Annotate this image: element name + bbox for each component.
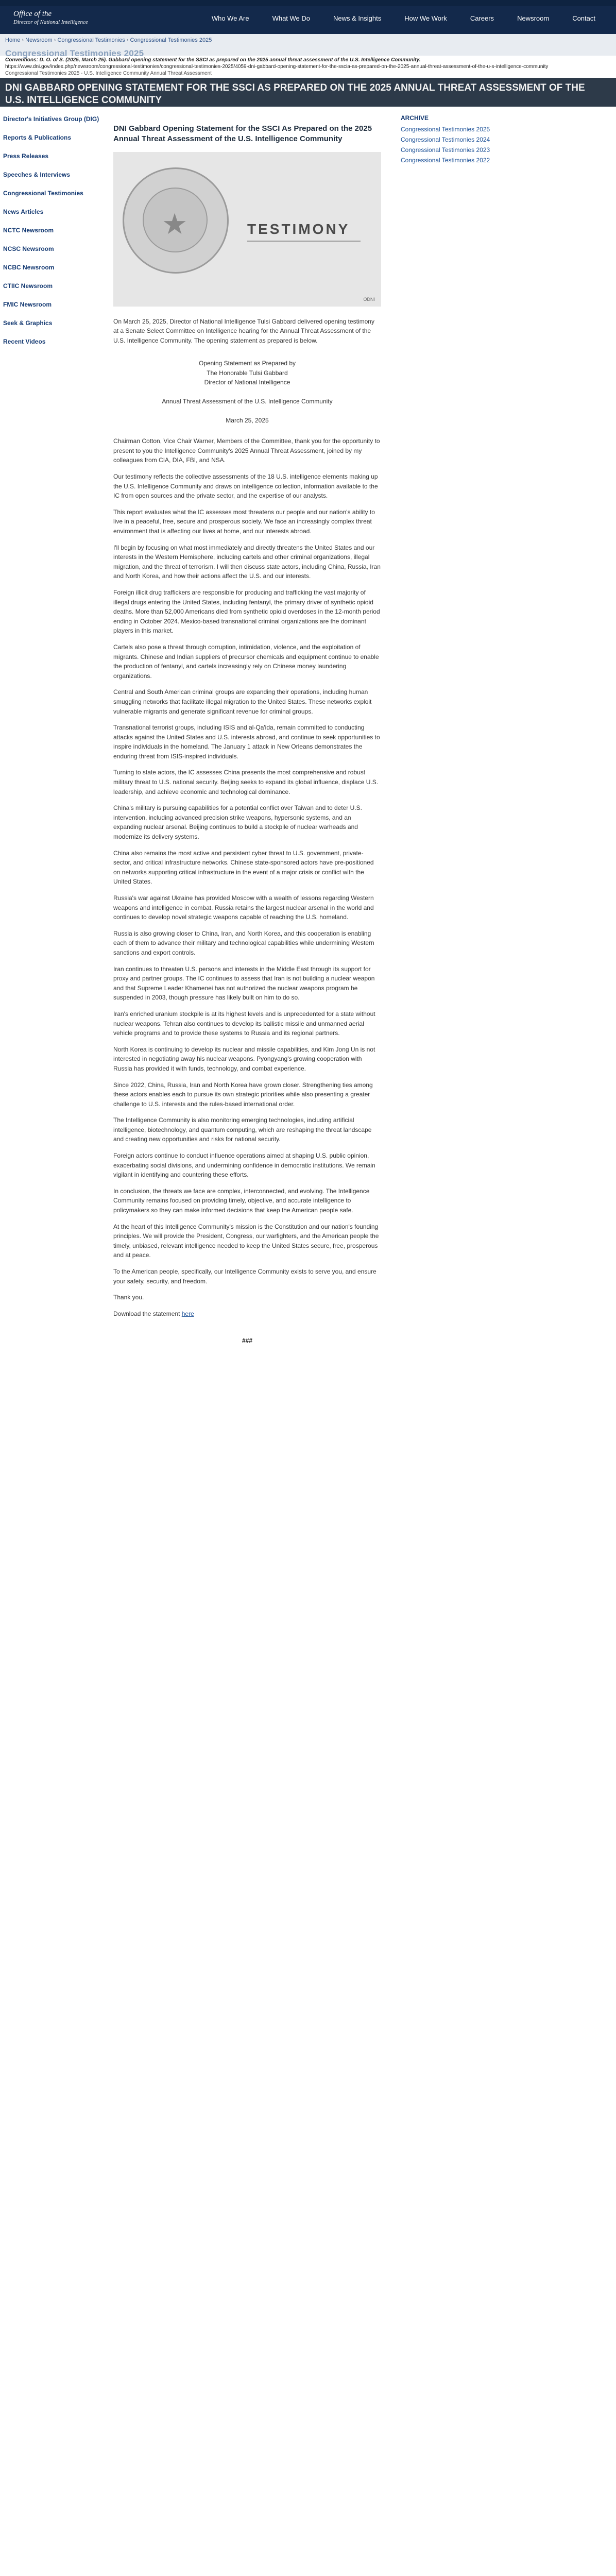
paragraph: Transnational terrorist groups, including ISIS and al-Qa'ida, remain committed to conducting attacks against the United States and U.S. interests abroad, and continue to seek opportunities to inspire individuals in the homeland. The January 1 attack in New Orleans demonstrates the enduring threat from ISIS-inspired individuals.: [113, 724, 380, 760]
nav-what-we-do[interactable]: What We Do: [272, 14, 311, 22]
breadcrumb: Home › Newsroom › Congressional Testimonies › Congressional Testimonies 2025: [5, 37, 212, 43]
headline-banner: [0, 78, 616, 107]
citation-line: Conventions: D. O. of S. (2025, March 25). Gabbard opening statement for the SSCI as prepared on the 2025 annual threat assessment of the U.S. Intelligence Community.: [5, 57, 421, 63]
nav-who-we-are[interactable]: Who We Are: [211, 14, 249, 22]
paragraph: In conclusion, the threats we face are complex, interconnected, and evolving. The Intelligence Community remains focused on providing timely, objective, and accurate intelligence to policymakers so they can make informed decisions that keep the American people safe.: [113, 1187, 370, 1214]
breadcrumb-testimonies-2025[interactable]: Congressional Testimonies 2025: [130, 37, 212, 43]
paragraph: To the American people, specifically, our Intelligence Community exists to serve you, and ensure your safety, security, and freedom.: [113, 1268, 377, 1285]
breadcrumb-newsroom[interactable]: Newsroom: [25, 37, 53, 43]
hearing-date: March 25, 2025: [226, 416, 269, 424]
archive-sidebar: [401, 114, 535, 167]
site-header: [0, 6, 616, 34]
logo-line2: Director of National Intelligence: [13, 19, 88, 25]
nav-how-we-work[interactable]: How We Work: [404, 14, 447, 22]
end-mark: ###: [242, 1337, 253, 1345]
sidebar-item-ncbc[interactable]: NCBC Newsroom: [3, 264, 55, 271]
paragraph: At the heart of this Intelligence Community's mission is the Constitution and our nation's founding principles. We will provide the President, Congress, our warfighters, and the American people the timely, unbiased, relevant intelligence needed to keep the United States secure, free, prosperous and at peace.: [113, 1223, 379, 1259]
paragraph: Russia's war against Ukraine has provided Moscow with a wealth of lessons regarding Western weapons and intelligence in combat. Russia retains the largest nuclear arsenal in the world and continues to develop novel strategic weapons capable of reaching the U.S. homeland.: [113, 894, 374, 921]
testimony-graphic: [113, 152, 381, 307]
section-title: Congressional Testimonies 2025: [5, 48, 144, 58]
paragraph: Iran continues to threaten U.S. persons and interests in the Middle East through its support for proxy and partner groups. The IC continues to assess that Iran is not building a nuclear weapon and that Supreme Leader Khamenei has not authorized the nuclear weapons program he suspended in 2003, though pressure has likely built on him to do so.: [113, 965, 375, 1002]
opening-name: The Honorable Tulsi Gabbard: [207, 369, 288, 377]
paragraph: Thank you.: [113, 1294, 144, 1301]
sidebar-item-news-articles[interactable]: News Articles: [3, 208, 44, 215]
page-title-bar: [0, 34, 616, 56]
paragraph: Chairman Cotton, Vice Chair Warner, Members of the Committee, thank you for the opportunity to present to you the Intelligence Community's 2025 Annual Threat Assessment, joined by my colleagues from CIA, DIA, FBI, and NSA.: [113, 437, 380, 464]
top-utility-bar: [0, 0, 616, 6]
sidebar-item-speeches[interactable]: Speeches & Interviews: [3, 171, 71, 178]
archive-link-2024[interactable]: Congressional Testimonies 2024: [401, 136, 490, 143]
opening-role: Director of National Intelligence: [204, 379, 290, 386]
paragraph: North Korea is continuing to develop its nuclear and missile capabilities, and Kim Jong Un is not interested in negotiating away his nuclear weapons. Pyongyang's growing cooperation with Russia has provided it with funds, technology, and combat experience.: [113, 1045, 375, 1072]
paragraph: Foreign actors continue to conduct influence operations aimed at shaping U.S. public opinion, exacerbating social divisions, and undermining confidence in democratic institutions. We remain vigilant in identifying and countering these efforts.: [113, 1152, 375, 1179]
figure-credit: ODNI: [363, 296, 375, 302]
archive-link-2022[interactable]: Congressional Testimonies 2022: [401, 157, 490, 164]
nav-contact[interactable]: Contact: [572, 14, 595, 22]
logo-line1: Office of the: [13, 10, 52, 18]
sidebar-item-nctc[interactable]: NCTC Newsroom: [3, 227, 54, 234]
figure-label: TESTIMONY: [247, 221, 350, 237]
paragraph: Foreign illicit drug traffickers are responsible for producing and trafficking the vast majority of illegal drugs entering the United States, including fentanyl, the primary driver of synthetic opioid deaths. More than 52,000 Americans died from synthetic opioid overdoses in the 12-month period ending in October 2024. Mexico-based transnational criminal organizations are the dominant players in this market.: [113, 588, 380, 635]
sidebar-nav: [0, 113, 103, 347]
sidebar-item-seek-graphics[interactable]: Seek & Graphics: [3, 319, 53, 327]
paragraph: I'll begin by focusing on what most immediately and directly threatens the United States and our interests in the Western Hemisphere, including cartels and other criminal organizations, illegal migration, and the threat of terrorism. I will then discuss state actors, including China, Russia, Iran and North Korea, and how their actions affect the U.S. and our interests.: [113, 544, 381, 580]
download-prefix: Download the statement: [113, 1310, 182, 1317]
sidebar-item-dig[interactable]: Director's Initiatives Group (DIG): [3, 115, 99, 123]
site-logo[interactable]: [13, 10, 88, 25]
archive-link-2025[interactable]: Congressional Testimonies 2025: [401, 126, 490, 133]
sidebar-item-press-releases[interactable]: Press Releases: [3, 152, 49, 160]
paragraph: China also remains the most active and persistent cyber threat to U.S. government, private-sector, and critical infrastructure networks. Chinese state-sponsored actors have pre-positioned on networks supporting critical infrastructure in the event of a major crisis or conflict with the United States.: [113, 849, 374, 886]
url-caption: Congressional Testimonies 2025 - U.S. Intelligence Community Annual Threat Assessment: [5, 71, 212, 76]
sidebar-item-reports[interactable]: Reports & Publications: [3, 134, 72, 141]
paragraph: China's military is pursuing capabilities for a potential conflict over Taiwan and to deter U.S. intervention, including advanced precision strike weapons, hypersonic systems, and an expanding nuclear arsenal. Beijing continues to build a stockpile of nuclear warheads and modernize its delivery systems.: [113, 804, 362, 841]
archive-heading: ARCHIVE: [401, 114, 429, 122]
sidebar-item-ctiic[interactable]: CTIIC Newsroom: [3, 282, 53, 290]
paragraph: Iran's enriched uranium stockpile is at its highest levels and is unprecedented for a state without nuclear weapons. Tehran also continues to develop its ballistic missile and unmanned aerial vehicle programs and to provide these systems to Russia and its regional partners.: [113, 1010, 375, 1037]
archive-link-2023[interactable]: Congressional Testimonies 2023: [401, 146, 490, 154]
paragraph: Cartels also pose a threat through corruption, intimidation, violence, and the exploitation of migrants. Chinese and Indian suppliers of precursor chemicals and equipment continue to enable the production of fentanyl, and cartels increasingly rely on Chinese money laundering organizations.: [113, 643, 379, 680]
paragraph: The Intelligence Community is also monitoring emerging technologies, including artificial intelligence, biotechnology, and quantum computing, which are reshaping the threat landscape and creating new opportunities and risks for national security.: [113, 1116, 372, 1143]
statement-paragraphs: [113, 436, 381, 1302]
paragraph: This report evaluates what the IC assesses most threatens our people and our nation's ability to live in a peaceful, free, secure and prosperous society. We face an increasingly complex threat environment that is affecting our lives at home, and our interests abroad.: [113, 508, 375, 535]
odni-seal-icon: ★: [123, 167, 229, 274]
paragraph: Our testimony reflects the collective assessments of the 18 U.S. intelligence elements making up the U.S. Intelligence Community and draws on intelligence collection, information available to the IC from open sources and the private sector, and the expertise of our analysts.: [113, 473, 378, 500]
intro-paragraph: On March 25, 2025, Director of National Intelligence Tulsi Gabbard delivered opening testimony at a Senate Select Committee on Intelligence hearing for the Annual Threat Assessment of the U.S. Intelligence Community. The opening statement as prepared is below.: [113, 317, 374, 344]
paragraph: Russia is also growing closer to China, Iran, and North Korea, and this cooperation is enabling each of them to advance their military and technological capabilities while undermining Western sanctions and export controls.: [113, 929, 374, 956]
breadcrumb-congressional-testimonies[interactable]: Congressional Testimonies: [57, 37, 125, 43]
main-nav: [212, 14, 595, 22]
sidebar-item-ncsc[interactable]: NCSC Newsroom: [3, 245, 54, 252]
article-headline: DNI Gabbard Opening Statement for the SSCI As Prepared on the 2025 Annual Threat Assessment of the U.S. Intelligence Community: [113, 124, 372, 144]
nav-careers[interactable]: Careers: [470, 14, 494, 22]
paragraph: Since 2022, China, Russia, Iran and North Korea have grown closer. Strengthening ties among these actors enables each to pursue its own strategic priorities while also presenting a greater challenge to U.S. interests and the rules-based international order.: [113, 1081, 373, 1108]
paragraph: Turning to state actors, the IC assesses China presents the most comprehensive and robust military threat to U.S. national security. Beijing seeks to expand its global influence, displace U.S. leadership, and achieve economic and technological dominance.: [113, 769, 379, 795]
sidebar-item-recent-videos[interactable]: Recent Videos: [3, 338, 46, 345]
nav-news-insights[interactable]: News & Insights: [333, 14, 382, 22]
download-link[interactable]: here: [181, 1310, 194, 1317]
article-body: [113, 124, 381, 1346]
download-line: [113, 1309, 381, 1319]
hearing-line: Annual Threat Assessment of the U.S. Intelligence Community: [162, 398, 333, 405]
url-overlay: [0, 56, 616, 78]
sidebar-item-testimonies[interactable]: Congressional Testimonies: [3, 190, 83, 197]
nav-newsroom[interactable]: Newsroom: [517, 14, 550, 22]
sidebar-item-fmic[interactable]: FMIC Newsroom: [3, 301, 52, 308]
paragraph: Central and South American criminal groups are expanding their operations, including human smuggling networks that facilitate illegal migration to the United States. These networks exploit vulnerable migrants and generate significant revenue for criminal groups.: [113, 688, 372, 715]
opening-title: Opening Statement as Prepared by: [198, 360, 296, 367]
banner-title: DNI GABBARD OPENING STATEMENT FOR THE SSCI AS PREPARED ON THE 2025 ANNUAL THREAT ASSESSMENT OF THE U.S. INTELLIGENCE COMMUNITY: [5, 82, 585, 106]
breadcrumb-home[interactable]: Home: [5, 37, 21, 43]
url-text: https://www.dni.gov/index.php/newsroom/congressional-testimonies/congressional-testimonies-2025/4059-dni-gabbard-opening-statement-for-the-sscia-as-prepared-on-the-2025-annual-threat-assessment-of-the-u-s-intelligence-community: [5, 64, 549, 70]
